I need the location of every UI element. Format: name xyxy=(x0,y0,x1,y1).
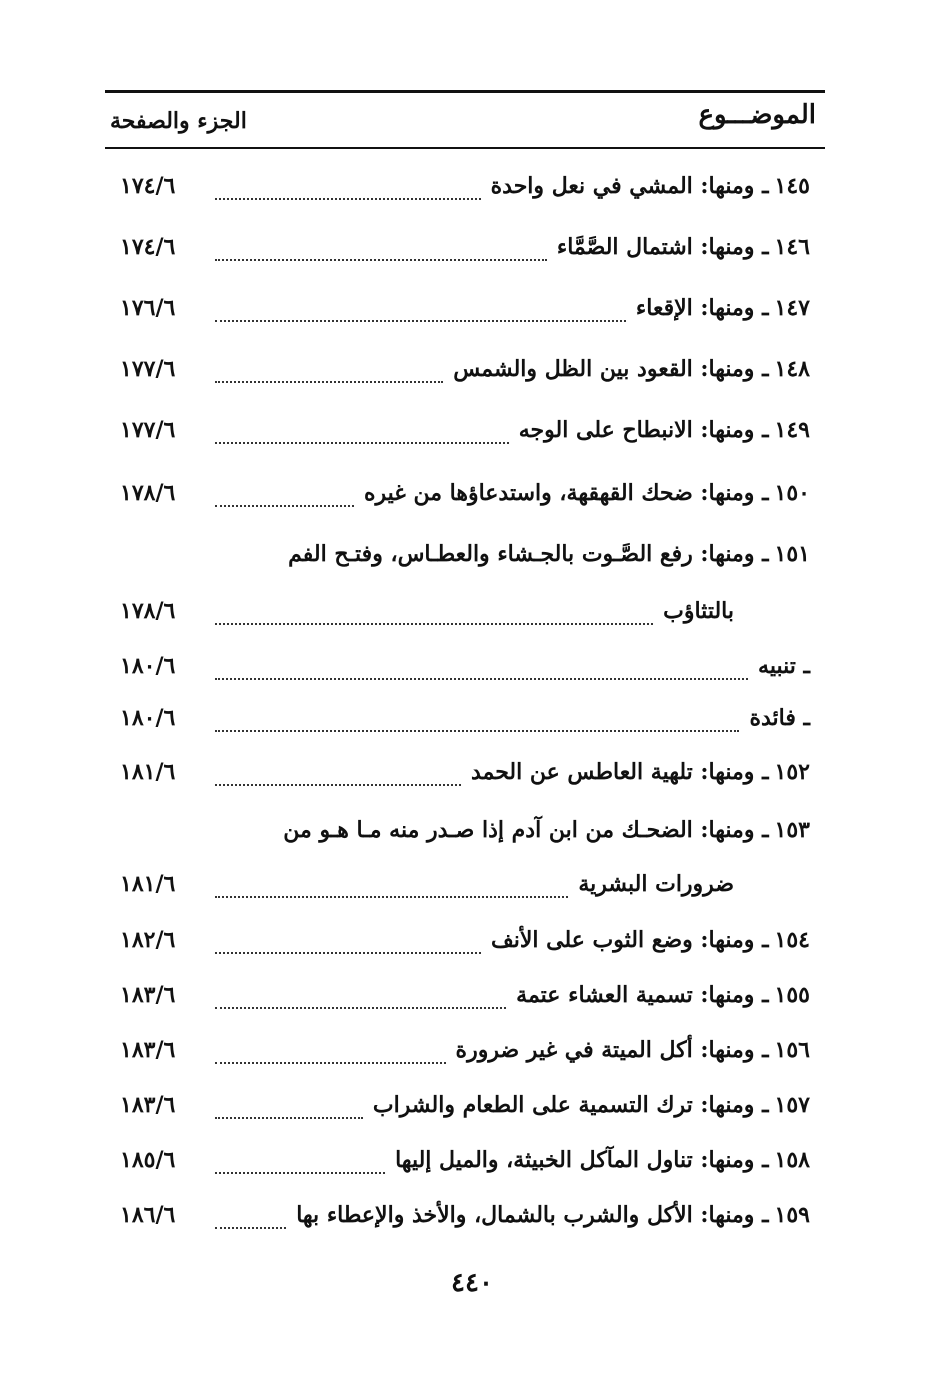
entry-text: ـ ومنها: الأكل والشرب بالشمال، والأخذ والإعطاء بها xyxy=(296,1202,769,1228)
entry-text: ـ ومنها: اشتمال الصَّمَّاء xyxy=(556,234,769,260)
entry-text: ـ ومنها: الانبطاح على الوجه xyxy=(518,417,769,443)
dot-leader xyxy=(215,1044,446,1064)
entry-number: ١٥٤ xyxy=(774,927,810,953)
index-entry xyxy=(210,534,810,574)
entry-text: ـ فائدة xyxy=(749,705,810,731)
index-entry-continuation xyxy=(120,864,734,904)
dot-leader xyxy=(215,878,568,898)
index-entry xyxy=(120,1140,810,1180)
entry-number: ١٤٨ xyxy=(774,356,810,382)
dot-leader xyxy=(215,1209,286,1229)
dot-leader xyxy=(215,487,354,507)
index-entry xyxy=(120,166,810,206)
dot-leader xyxy=(215,766,461,786)
volume-page-ref: ١٨١/٦ xyxy=(120,871,176,897)
index-entry xyxy=(120,698,810,738)
entry-text: ١٥١ xyxy=(774,541,810,567)
volume-page-ref: ١٨٦/٦ xyxy=(120,1202,176,1228)
volume-page-ref: ١٧٤/٦ xyxy=(120,173,176,199)
entry-text: ١٥٣ xyxy=(774,817,810,843)
entry-number: ١٤٥ xyxy=(774,173,810,199)
entry-text: ـ ومنها: القعود بين الظل والشمس xyxy=(453,356,769,382)
dot-leader xyxy=(215,605,653,625)
page-column-header: الجزء والصفحة xyxy=(110,108,247,134)
dot-leader xyxy=(215,302,626,322)
entry-number: ١٤٧ xyxy=(774,295,810,321)
entry-text: ـ تنبيه xyxy=(758,653,810,679)
index-entry xyxy=(120,227,810,267)
index-entry xyxy=(120,752,810,792)
entry-number: ١٥٠ xyxy=(774,480,810,506)
entry-number: ١٤٩ xyxy=(774,417,810,443)
entry-continuation-text: ضرورات البشرية xyxy=(578,871,734,897)
volume-page-ref: ١٧٧/٦ xyxy=(120,417,176,443)
volume-page-ref: ١٨٣/٦ xyxy=(120,1037,176,1063)
volume-page-ref: ١٨٣/٦ xyxy=(120,1092,176,1118)
index-entry xyxy=(120,920,810,960)
entry-text: ـ ومنها: الضحـك من ابن آدم إذا صـدر منه مـا هـو من xyxy=(283,817,769,843)
volume-page-ref: ١٧٨/٦ xyxy=(120,480,176,506)
dot-leader xyxy=(215,712,739,732)
index-entry xyxy=(120,1030,810,1070)
entry-text: ـ ومنها: وضع الثوب على الأنف xyxy=(490,927,769,953)
index-entry xyxy=(120,349,810,389)
index-entry xyxy=(120,1085,810,1125)
dot-leader xyxy=(215,934,481,954)
volume-page-ref: ١٨٥/٦ xyxy=(120,1147,176,1173)
entry-number: ١٥٩ xyxy=(774,1202,810,1228)
index-entry xyxy=(210,810,810,850)
entry-number: ١٥٧ xyxy=(774,1092,810,1118)
entry-text: ـ ومنها: تناول المآكل الخبيثة، والميل إليها xyxy=(395,1147,769,1173)
dot-leader xyxy=(215,424,509,444)
volume-page-ref: ١٨٠/٦ xyxy=(120,705,176,731)
entry-text: ـ ومنها: تلهية العاطس عن الحمد xyxy=(470,759,769,785)
index-entry xyxy=(120,473,810,513)
entry-number: ١٤٦ xyxy=(774,234,810,260)
volume-page-ref: ١٧٨/٦ xyxy=(120,598,176,624)
entry-number: ١٥٨ xyxy=(774,1147,810,1173)
entry-number: ١٥٦ xyxy=(774,1037,810,1063)
dot-leader xyxy=(215,989,506,1009)
entry-text: ـ ومنها: ترك التسمية على الطعام والشراب xyxy=(372,1092,769,1118)
volume-page-ref: ١٧٦/٦ xyxy=(120,295,176,321)
dot-leader xyxy=(215,180,481,200)
index-entry xyxy=(120,410,810,450)
volume-page-ref: ١٧٤/٦ xyxy=(120,234,176,260)
entry-text: ـ ومنها: تسمية العشاء عتمة xyxy=(516,982,769,1008)
entry-text: ـ ومنها: المشي في نعل واحدة xyxy=(490,173,769,199)
page-number: ٤٤٠ xyxy=(451,1268,493,1298)
entry-text: ـ ومنها: أكل الميتة في غير ضرورة xyxy=(455,1037,769,1063)
entry-text: ـ ومنها: رفع الصَّـوت بالجـشاء والعطـاس، وفتـح الفم xyxy=(288,541,769,567)
entry-text: ـ ومنها: ضحك القهقهة، واستدعاؤها من غيره xyxy=(364,480,769,506)
volume-page-ref: ١٨١/٦ xyxy=(120,759,176,785)
index-entry xyxy=(120,1195,810,1235)
volume-page-ref: ١٨٢/٦ xyxy=(120,927,176,953)
dot-leader xyxy=(215,363,443,383)
entry-number: ١٥٢ xyxy=(774,759,810,785)
index-entry xyxy=(120,975,810,1015)
volume-page-ref: ١٧٧/٦ xyxy=(120,356,176,382)
dot-leader xyxy=(215,660,748,680)
entry-text: ـ ومنها: الإقعاء xyxy=(635,295,769,321)
index-entry-continuation xyxy=(120,591,734,631)
dot-leader xyxy=(215,1154,385,1174)
topic-column-header: الموضـــوع xyxy=(698,100,816,130)
index-entry xyxy=(120,288,810,328)
dot-leader xyxy=(215,241,547,261)
volume-page-ref: ١٨٣/٦ xyxy=(120,982,176,1008)
entry-number: ١٥٥ xyxy=(774,982,810,1008)
dot-leader xyxy=(215,1099,363,1119)
volume-page-ref: ١٨٠/٦ xyxy=(120,653,176,679)
entry-continuation-text: بالتثاؤب xyxy=(663,598,734,624)
index-entry xyxy=(120,646,810,686)
